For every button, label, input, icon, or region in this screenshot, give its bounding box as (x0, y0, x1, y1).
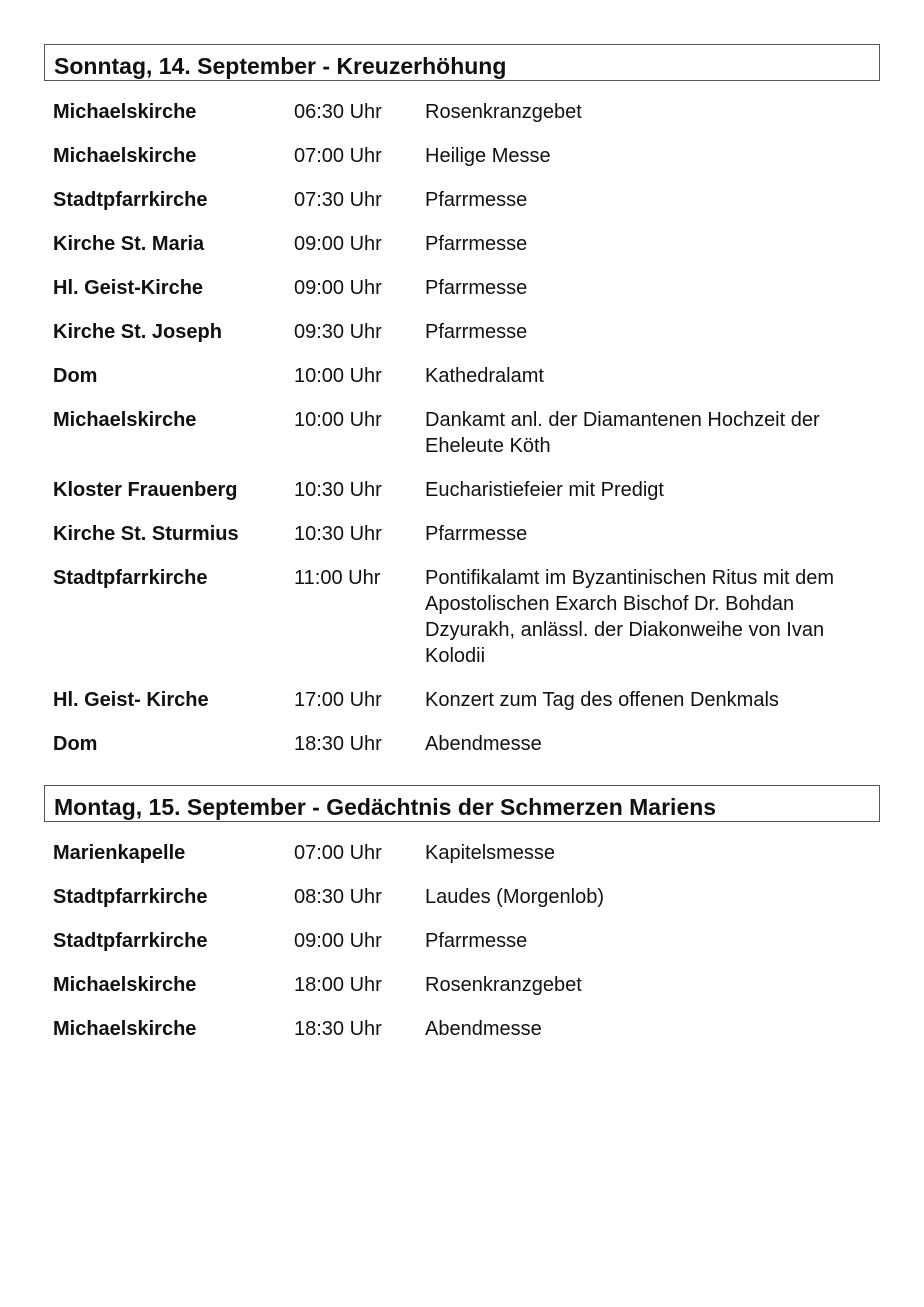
service-time: 11:00 Uhr (294, 567, 381, 589)
schedule-row (44, 99, 880, 125)
schedule-row (44, 884, 880, 910)
service-description: Eucharistiefeier mit Predigt (425, 479, 664, 501)
schedule-row (44, 187, 880, 213)
service-time: 08:30 Uhr (294, 886, 382, 908)
schedule-row (44, 565, 880, 669)
schedule-page (44, 44, 880, 1070)
service-time: 10:00 Uhr (294, 409, 382, 431)
service-time: 07:30 Uhr (294, 189, 382, 211)
church-name: Stadtpfarrkirche (53, 567, 208, 589)
schedule-row (44, 928, 880, 954)
day-section (44, 785, 880, 1042)
church-name: Kirche St. Maria (53, 233, 205, 255)
schedule-row (44, 407, 880, 459)
service-description: Pfarrmesse (425, 233, 528, 255)
schedule-row (44, 477, 880, 503)
church-name: Michaelskirche (53, 145, 197, 167)
service-description: Kathedralamt (425, 365, 544, 387)
church-name: Michaelskirche (53, 974, 197, 996)
service-time: 18:00 Uhr (294, 974, 382, 996)
day-header: Sonntag, 14. September - Kreuzerhöhung (44, 44, 880, 81)
service-description: Laudes (Morgenlob) (425, 886, 604, 908)
church-name: Hl. Geist- Kirche (53, 689, 209, 711)
service-description: Rosenkranzgebet (425, 974, 582, 996)
church-name: Marienkapelle (53, 842, 186, 864)
service-description: Pfarrmesse (425, 189, 528, 211)
service-time: 10:30 Uhr (294, 523, 382, 545)
service-time: 06:30 Uhr (294, 101, 382, 123)
schedule-row (44, 521, 880, 547)
service-time: 07:00 Uhr (294, 842, 382, 864)
service-description: Pontifikalamt im Byzantinischen Ritus mit dem Apostolischen Exarch Bischof Dr. Bohdan Dzyurakh, anlässl. der Diakonweihe von Ivan Kolodii (425, 567, 835, 667)
church-name: Dom (53, 733, 98, 755)
service-description: Dankamt anl. der Diamantenen Hochzeit der Eheleute Köth (425, 409, 820, 457)
schedule-row (44, 275, 880, 301)
schedule-row (44, 1016, 880, 1042)
service-time: 07:00 Uhr (294, 145, 382, 167)
church-name: Michaelskirche (53, 1018, 197, 1040)
service-time: 09:00 Uhr (294, 233, 382, 255)
service-description: Pfarrmesse (425, 321, 528, 343)
schedule-row (44, 319, 880, 345)
schedule-row (44, 687, 880, 713)
schedule-row (44, 231, 880, 257)
service-time: 10:00 Uhr (294, 365, 382, 387)
service-description: Heilige Messe (425, 145, 551, 167)
service-time: 18:30 Uhr (294, 1018, 382, 1040)
service-time: 18:30 Uhr (294, 733, 382, 755)
schedule-row (44, 840, 880, 866)
church-name: Kloster Frauenberg (53, 479, 238, 501)
service-time: 10:30 Uhr (294, 479, 382, 501)
service-description: Konzert zum Tag des offenen Denkmals (425, 689, 779, 711)
service-time: 09:30 Uhr (294, 321, 382, 343)
service-description: Pfarrmesse (425, 277, 528, 299)
church-name: Dom (53, 365, 98, 387)
service-description: Pfarrmesse (425, 523, 528, 545)
service-time: 17:00 Uhr (294, 689, 382, 711)
service-description: Kapitelsmesse (425, 842, 556, 864)
church-name: Kirche St. Joseph (53, 321, 222, 343)
schedule-list (44, 99, 880, 757)
schedule-list (44, 840, 880, 1042)
service-time: 09:00 Uhr (294, 930, 382, 952)
church-name: Stadtpfarrkirche (53, 886, 208, 908)
service-description: Rosenkranzgebet (425, 101, 582, 123)
schedule-row (44, 143, 880, 169)
service-description: Pfarrmesse (425, 930, 528, 952)
church-name: Stadtpfarrkirche (53, 930, 208, 952)
church-name: Michaelskirche (53, 101, 197, 123)
church-name: Kirche St. Sturmius (53, 523, 239, 545)
church-name: Stadtpfarrkirche (53, 189, 208, 211)
church-name: Hl. Geist-Kirche (53, 277, 204, 299)
service-time: 09:00 Uhr (294, 277, 382, 299)
day-section (44, 44, 880, 757)
day-header: Montag, 15. September - Gedächtnis der Schmerzen Mariens (44, 785, 880, 822)
schedule-row (44, 972, 880, 998)
schedule-row (44, 363, 880, 389)
service-description: Abendmesse (425, 1018, 542, 1040)
schedule-row (44, 731, 880, 757)
service-description: Abendmesse (425, 733, 542, 755)
church-name: Michaelskirche (53, 409, 197, 431)
